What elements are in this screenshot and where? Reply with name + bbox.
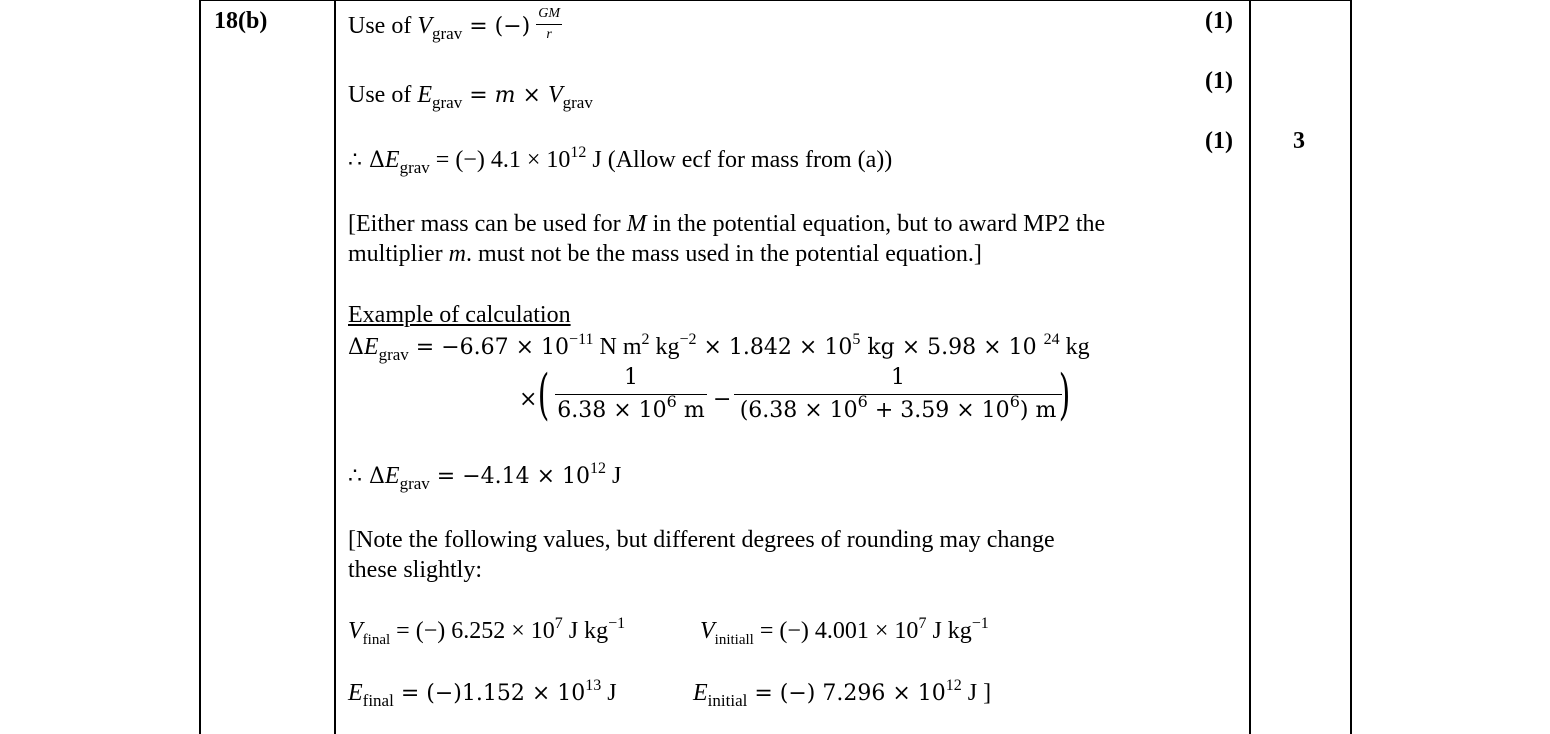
example-eq-d: × 1.842 × 10	[696, 335, 853, 360]
result-exp: 12	[590, 460, 607, 477]
mp3-eq: = (−) 4.1 × 10	[429, 147, 571, 173]
mp3-rest: J (Allow ecf for mass from (a))	[586, 147, 893, 173]
e-initial-sub: initial	[707, 691, 748, 710]
fraction-1-den	[555, 392, 707, 427]
v-final-sub: final	[362, 632, 391, 648]
fraction-2	[734, 362, 1062, 427]
result-line	[348, 461, 621, 492]
note1-text-a: [Either mass can be used for	[348, 211, 627, 237]
question-number: 18(b)	[214, 8, 268, 34]
v-initial-unit-exp: −1	[971, 615, 989, 632]
fraction-1	[555, 362, 707, 427]
result-unit: J	[606, 463, 622, 489]
e-final-exp: 13	[585, 677, 602, 694]
total-marks: 3	[1293, 128, 1305, 154]
fraction-1-den-a: 6.38 × 10	[557, 398, 667, 423]
right-paren: )	[1058, 363, 1071, 426]
example-exp-d: 5	[852, 331, 861, 348]
note1-M: M	[626, 211, 647, 237]
example-delta: Δ	[348, 335, 364, 360]
fraction-2-den	[734, 392, 1062, 427]
mp1-prefix: Use of	[348, 13, 418, 40]
example-E: E	[363, 334, 379, 360]
example-eq-b: N m	[593, 334, 642, 360]
e-initial-eq: = (−) 7.296 × 10	[747, 681, 946, 706]
mp1-sub: grav	[432, 24, 463, 44]
example-exp-c: −2	[679, 331, 697, 348]
e-final-sub: final	[362, 691, 394, 710]
example-eq-e: kg × 5.98 × 10	[860, 335, 1044, 360]
mark-3: (1)	[1205, 128, 1233, 154]
note1-line1	[348, 209, 1105, 239]
result-sub: grav	[399, 474, 430, 493]
v-initial-exp: 7	[918, 615, 927, 632]
note2-line1: [Note the following values, but different degrees of rounding may change	[348, 527, 1055, 553]
note2-line2: these slightly:	[348, 557, 482, 583]
fraction-minus: −	[713, 387, 732, 412]
fraction-2-den-b: + 3.59 × 10	[867, 398, 1010, 423]
note1-text-b: in the potential equation, but to award MP2 the	[646, 211, 1106, 237]
note1-text-d: . must not be the mass used in the potential equation.]	[466, 241, 982, 267]
table-top-border	[199, 0, 1351, 1]
mp3-exp: 12	[570, 144, 587, 161]
mark-1: (1)	[1205, 8, 1233, 34]
mp2-prefix: Use of	[348, 82, 418, 108]
example-eq-f: kg	[1059, 334, 1090, 360]
table-left-border	[199, 0, 201, 734]
mp2-times: ×	[515, 83, 548, 108]
v-initial-eq: = (−) 4.001 × 10	[753, 618, 919, 644]
v-final-exp: 7	[554, 615, 563, 632]
v-final-unit: J kg	[562, 618, 609, 644]
note1-line2	[348, 239, 982, 269]
e-final-unit: J	[601, 680, 617, 706]
mp2-v: V	[547, 82, 563, 108]
column-divider-2	[1249, 0, 1251, 734]
example-equation-line1	[348, 332, 1090, 363]
example-times: ×	[519, 387, 538, 412]
fraction-2-den-exp1: 6	[857, 392, 868, 411]
e-initial-exp: 12	[945, 677, 962, 694]
v-initial-sub: initiall	[714, 632, 754, 648]
mark-2: (1)	[1205, 68, 1233, 94]
result-therefore: ∴ Δ	[348, 464, 385, 489]
v-initial-line	[700, 616, 989, 646]
mp2-eq: =	[462, 83, 495, 108]
mp1-num: GM	[536, 4, 562, 25]
mp1-line	[348, 6, 562, 45]
mp1-den: r	[546, 27, 552, 42]
mp1-fraction	[536, 4, 562, 45]
e-initial-E: E	[693, 680, 708, 706]
example-exp-e: 24	[1043, 331, 1060, 348]
e-final-E: E	[348, 680, 363, 706]
e-final-eq: = (−)1.152 × 10	[393, 681, 586, 706]
left-paren: (	[537, 363, 550, 426]
mp2-sub: grav	[432, 93, 463, 112]
fraction-2-den-exp2: 6	[1009, 392, 1020, 411]
mp2-line	[348, 80, 593, 111]
example-eq-a: = −6.67 × 10	[408, 335, 570, 360]
fraction-2-den-c: ) m	[1019, 398, 1057, 423]
example-eq-c: kg	[649, 334, 680, 360]
v-final-V: V	[348, 618, 363, 644]
fraction-2-den-a: (6.38 × 10	[739, 398, 858, 423]
e-final-line	[348, 678, 617, 709]
mp3-line	[348, 145, 892, 176]
e-initial-unit: J ]	[961, 680, 992, 706]
v-final-unit-exp: −1	[608, 615, 626, 632]
column-divider-1	[334, 0, 336, 734]
v-final-eq: = (−) 6.252 × 10	[390, 618, 555, 644]
mp2-sub2: grav	[562, 93, 593, 112]
fraction-2-num: 1	[734, 362, 1062, 395]
mp2-e: E	[417, 82, 432, 108]
fraction-1-den-b: m	[676, 398, 705, 423]
mp3-therefore: ∴ Δ	[348, 148, 385, 173]
mp3-sub: grav	[399, 158, 430, 177]
example-exp-a: −11	[569, 331, 594, 348]
mp3-e: E	[384, 147, 400, 173]
table-right-border	[1350, 0, 1352, 734]
note1-m: m	[448, 241, 466, 267]
fraction-1-den-exp: 6	[666, 392, 677, 411]
example-sub: grav	[378, 345, 409, 364]
example-exp-b: 2	[641, 331, 650, 348]
note1-text-c: multiplier	[348, 241, 449, 267]
v-final-line	[348, 616, 625, 646]
result-eq: = −4.14 × 10	[429, 464, 591, 489]
e-initial-line	[693, 678, 991, 709]
fraction-1-num: 1	[555, 362, 707, 395]
v-initial-unit: J kg	[926, 618, 972, 644]
mp2-m: m	[494, 83, 516, 108]
mp1-v: V	[417, 13, 432, 40]
v-initial-V: V	[700, 618, 715, 644]
example-heading: Example of calculation	[348, 302, 571, 328]
mp1-eq: = (−)	[462, 14, 531, 40]
result-E: E	[384, 463, 400, 489]
